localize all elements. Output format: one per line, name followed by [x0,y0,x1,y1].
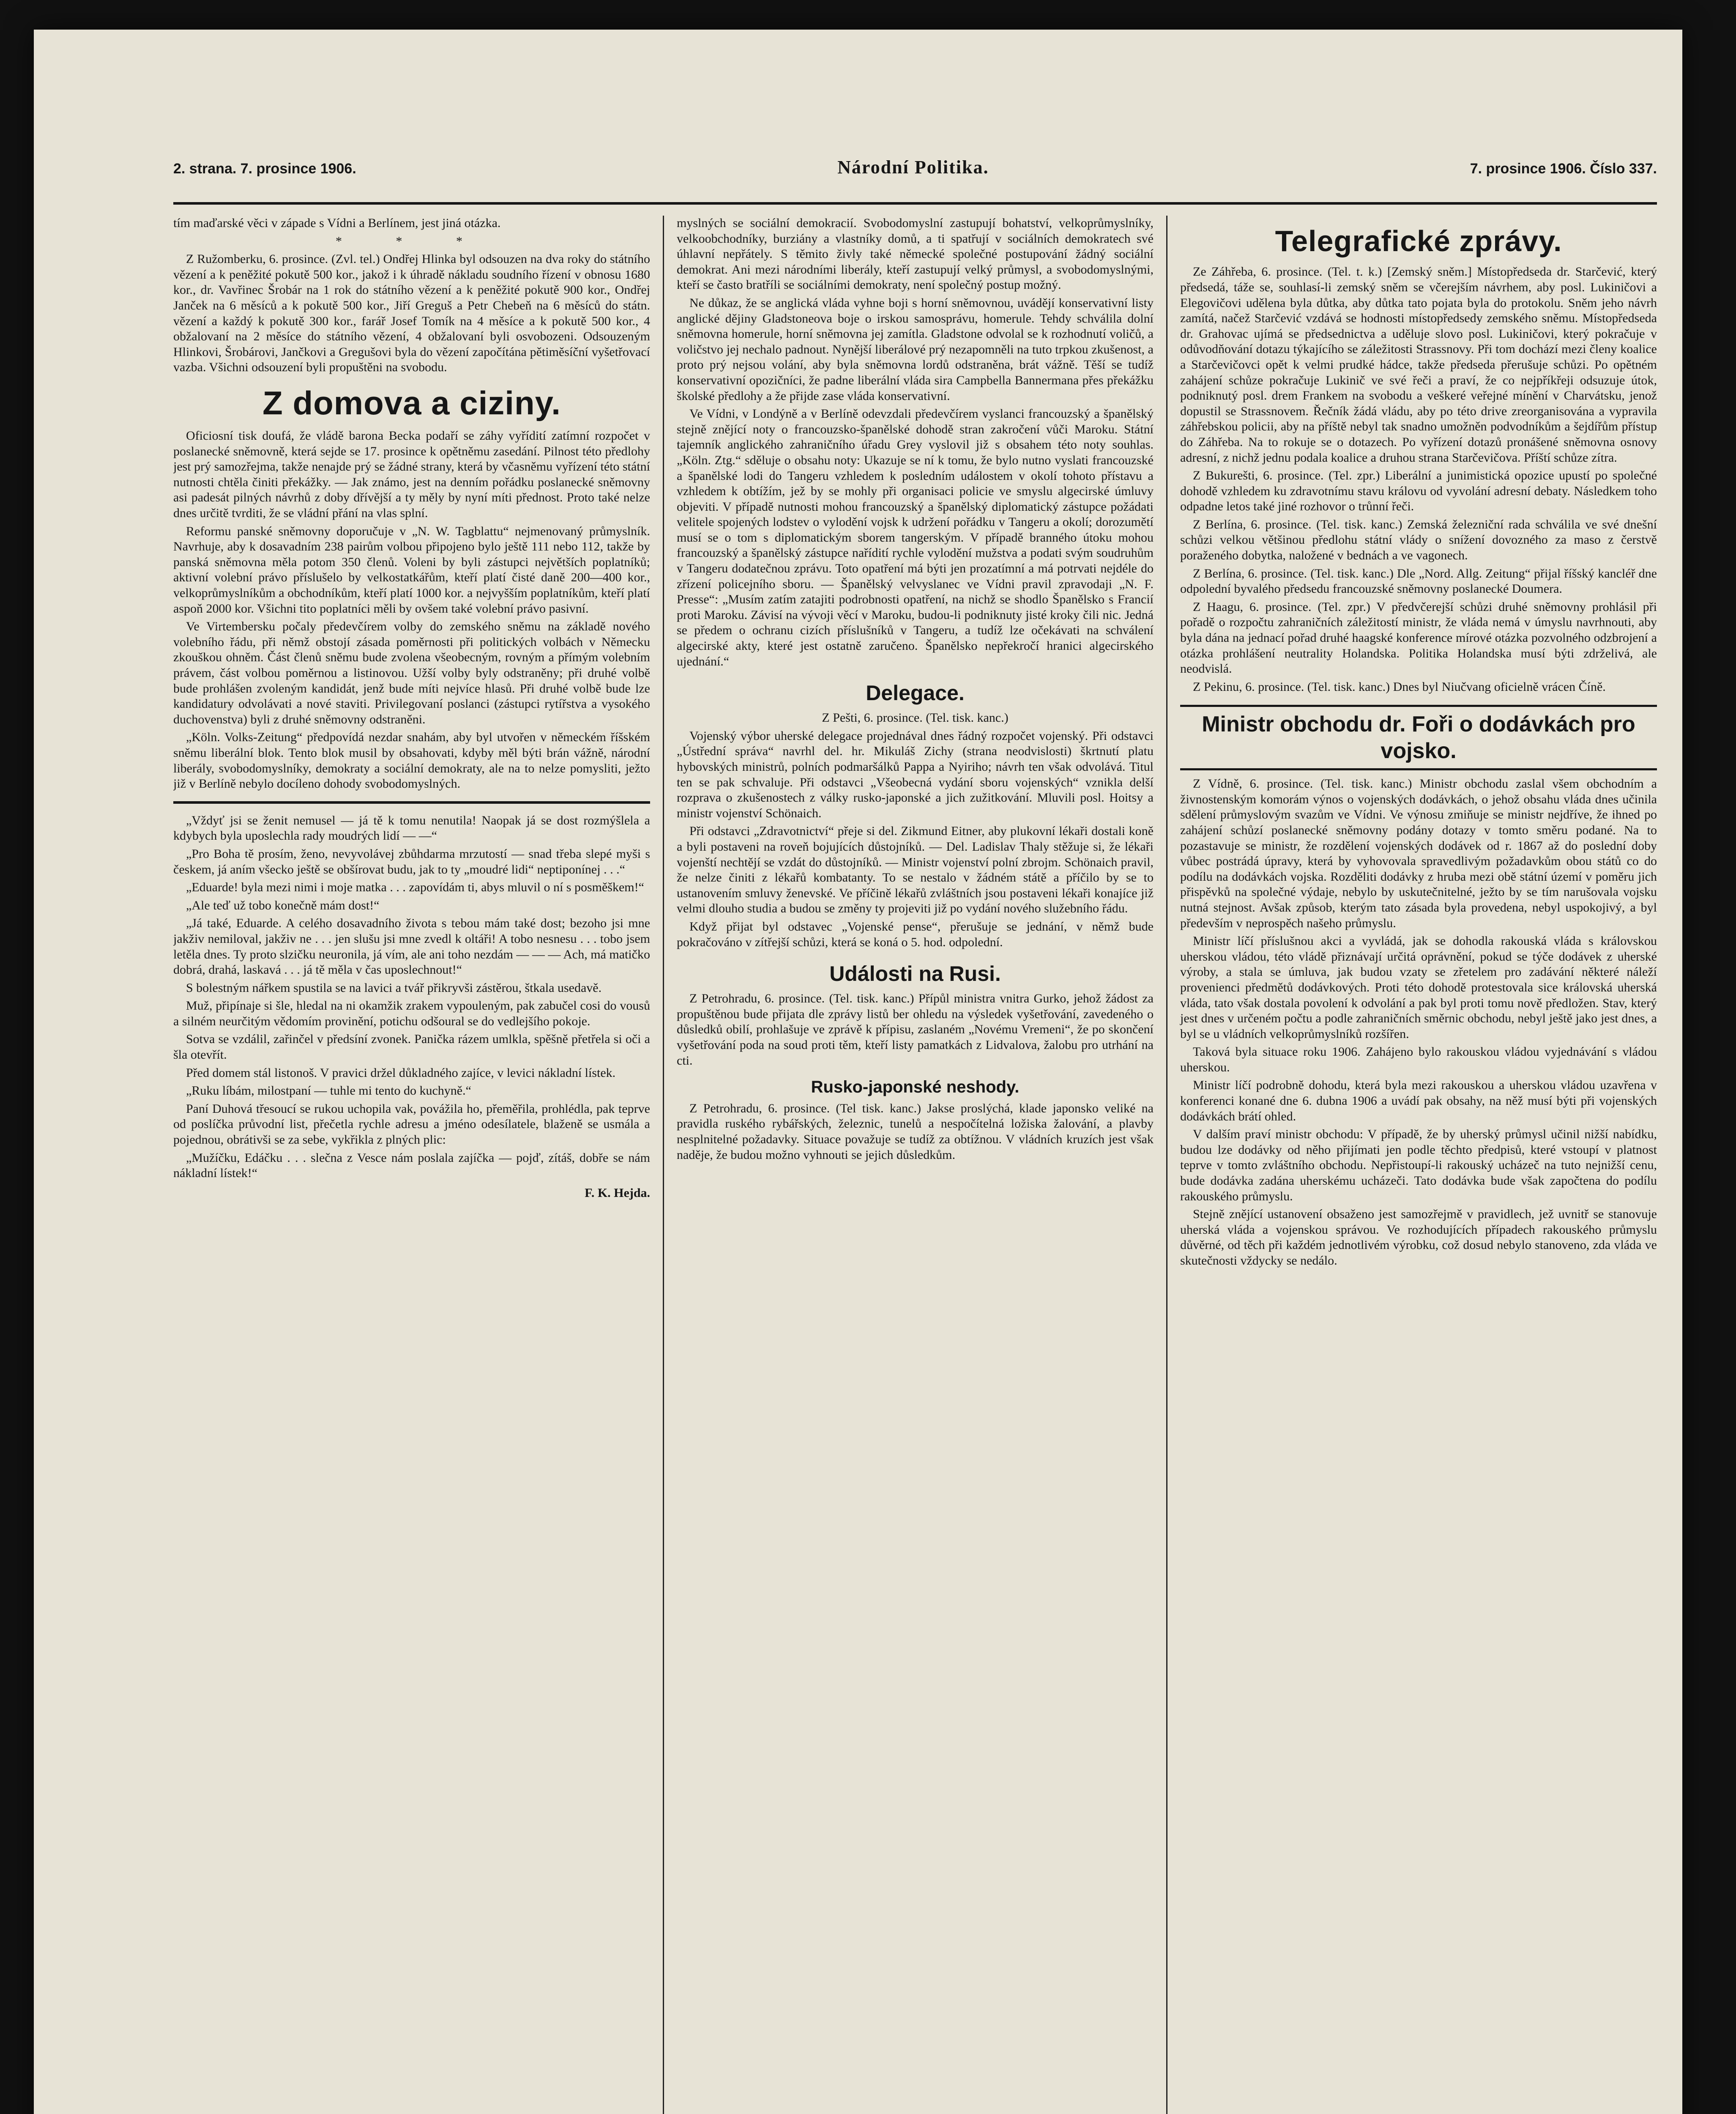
columns [173,216,1657,2114]
article-oficiosni: Oficiosní tisk doufá, že vládě barona Becka podaří se záhy vyřídití zatímní rozpočet v poslanecké sněmovně, která sejde se 17. prosince k opětněmu zasedání. Pilnost této předlohy jest prý samozřejma, takže nenajde prý se žádné strany, která by včasněmu vyřízení této státní nutnosti chtěla činiti překážky. — Jak známo, jest na denním pořádku poslanecké sněmovny asi padesát pilných návrhů z doby dřívější a ty měly by nyní míti přednost. Proto také nelze dnes určitě tvrditi, že se vládní přání na vlas splní. [173,429,650,520]
section-heading-domova: Z domova a ciziny. [262,384,561,422]
header-masthead: Národní Politika. [837,157,989,178]
column-3 [1166,216,1657,2114]
article-neshody: Z Petrohradu, 6. prosince. (Tel tisk. kanc.) Jakse proslýchá, klade japonsko veliké na pravidla ruského rybářských, železnic, tunelů a nespočítelná ložiska žalování, a plavby nesplnitelné požadavky. Situace považuje se tudíž za obtížnou. V vládních kruzích jest však naděje, že budou možno vyhnouti se jejich důsledkům. [677,1101,1154,1162]
feuilleton-paragraph: Sotva se vzdálil, zařinčel v předsíní zvonek. Panička rázem umlkla, spěšně přetřela si oči a šla otevřít. [173,1032,650,1062]
feuilleton-rule [173,801,650,804]
section-heading-telegraficke: Telegrafické zprávy. [1275,225,1562,257]
article-zdravotnictvi: Při odstavci „Zdravotnictví“ přeje si del. Zikmund Eitner, aby plukovní lékaři dostali koně a byli postaveni na roveň bojujících důstojníků. — Del. Ladislav Thaly stěžuje si, že lékaři vojenští nechtějí se vzdát do důstojníků. — Ministr vojenství polní zbrojm. Schönaich pravil, že nelze činiti z lékařů kombatanty. To se nestalo v žádném státě a příčilo by se to ustanovením smluvy ženevské. Ve příčině lékařů zvláštních jsou postaveni lékaři konajíce již velmi dlouho studia a budou se změny ty projeviti již po vydání nového služebního řádu. [677,824,1154,916]
article-virtembersko: Ve Virtembersku počaly předevčírem volby do zemského sněmu na základě nového volebního řádu, při němž obstojí zásada poměrnosti při politických volbách v Německu zkouškou ohněm. Část členů sněmu bude zvolena všeobecným, rovným a přímým volebním právem, část volbou poměrnou a listinovou. Užší volby byly odstraněny; při druhé volbě bude prohlášen zvoleným kandidát, jenž bude míti nejvíce hlasů. Při druhé volbě bude lze kandidatury odvolávati a nové staviti. Privilegovaní poslanci (zástupci rytířstva a vysokého duchovenstva) byli z druhé sněmovny odstraněni. [173,619,650,726]
feuilleton-paragraph: „Vždyť jsi se ženit nemusel — já tě k tomu nenutila! Naopak já se dost rozmýšlela a kdybych byla uposlechla rady moudrých lidí — —“ [173,813,650,843]
article-dodavky: Ministr líčí příslušnou akci a vyvládá, jak se dohodla rakouská vláda s královskou uherskou vládou, této vládě přiznávají určitá oprávnění, pokud se týče dodávek z uherské výroby, a stala se úmluva, jak budou vzaty se zřetelem pro zadávání některé náleží provenienci předmětů dodávkových. Proti této dohodě protestovala sice královská uherská vláda, tato však dostala povolení k odvolání a pak byl proti tomu nově předložen. Stav, který jest dnes v určeném počtu a podle zahraničních směrnic obchodu, nebyl ještě jako jest dnes, a byl se u vládních velkoprůmyslníků rozšířen. [1180,934,1657,1041]
header-left: 2. strana. 7. prosince 1906. [173,161,356,177]
article-maroko: Ve Vídni, v Londýně a v Berlíně odevzdali předevčírem vyslanci francouzský a španělský stejně znějící noty o francouzsko-španělské dohodě stran zakročení vůči Maroku. Státní tajemník anglického zahraničního úřadu Grey vyslovil již s obsahem této noty souhlas. „Köln. Ztg.“ sděluje o obsahu noty: Ukazuje se ní k tomu, že bylo nutno vyslati francouzské a španělské lodi do Tangeru vzhledem k posledním událostem v okolí tohoto přístavu a vzhledem k obtížím, jež by se mohly při organisaci policie ve smyslu algecirské úmluvy objeviti. V případě nutnosti mohou francouzský a španělský diplomatický zástupce požádati velitele spojených lodstev o vylodění vojsk k udržení pořádku v Tangeru a okolí; dorozumětí musí se o tom s diplomatickým sborem tangerským. V případě branného útoku mohou francouzský a španělský zástupce nařídití rychle vylodění mužstva a podati svým soudruhům v Tangeru dodatečnou zprávu. Toto opatření má býti jen prozatímní a má potrvati nejdéle do zřízení policejního sboru. — Španělský velvyslanec ve Vídni pravil zpravodaji „N. F. Presse“: „Musím zatím zatajiti podrobnosti opatření, na nichž se shodlo Španělsko s Francií proti Maroku. Závisí na vývoji věcí v Maroku, budou-li podniknuty jisté kroky čili nic. Jedná se předem o ochranu cizích příslušníků v Tangeru, a tudíž lze očekávati na schválení algecirské akty, které jest ostatně zaručeno. Španělsko nepřekročí hranici algecirského ujednání.“ [677,407,1154,668]
feuilleton-paragraph: „Eduarde! byla mezi nimi i moje matka . . . zapovídám ti, abys mluvil o ní s posměškem!“ [186,880,644,895]
feuilleton-paragraph: S bolestným nářkem spustila se na lavici a tvář přikryvši zástěrou, štkala usedavě. [186,980,602,995]
article-reforma: Reformu panské sněmovny doporučuje v „N. W. Tagblattu“ nejmenovaný průmyslník. Navrhuje, aby k dosavadním 238 pairům volbou připojeno bylo ještě 111 nebo 112, takže by panská sněmovna měla potom 350 členů. Voleni by byli zástupci největších poplatníků; aktivní volební právo příslušelo by velkostatkářům, kteří platí čisté daně 200—400 kor., velkoprůmyslníkům a obchodníkům, kteří platí 1000 kor. a nejvyšším poplatníkům, kteří platí aspoň 2000 kor. Všichni tito poplatníci měli by ovšem také volební právo pasivní. [173,524,650,616]
feuilleton-paragraph: „Já také, Eduarde. A celého dosavadního života s tebou mám také dost; bezoho jsi mne jakživ nemiloval, jakživ ne . . . jen slušu jsi mne zvedl k oltáři! A tobo nesnesu . . . tobo jsem letěla dnes. Ty proto slzičku neuronila, já vím, ale ani toho nezdám — — — Ach, má matičko dobrá, drahá, laskavá . . . já tě měla v čas uposlechnout!“ [173,916,650,977]
newspaper-page [34,30,1682,2114]
article-continuation: myslných se sociální demokracií. Svobodomyslní zastupují bohatství, velkoprůmyslníky, velkoobchodníky, burziány a vlastníky domů, a ti spatřují v sociálních demokratech své úhlavní nepřátely. S těmito živly také německé společné postupování žádný sociální demokrat. Ani mezi národními liberály, kteří zastupují velký průmysl, a svobodomyslnými, kteří se často bratříli se sociálními demokraty, není společný postup možný. [677,216,1154,292]
telegram-zahreb: Ze Záhřeba, 6. prosince. (Tel. t. k.) [Zemský sněm.] Místopředseda dr. Starčević, který předsedá, táže se, souhlasí-li zemský sněm se včerejším návrhem, aby posl. Lukiničovi a Elegovičovi udělena byla důtka, aby důtka tato pojata byla do protokolu. Sněm jeho návrh zamítá, načež Starčević vzdává se hodnosti místopředsedy zemského sněmu. Místopředseda dr. Grahovac ujímá se předsednictva a uděluje slovo posl. Lukiničovi, který pokračuje v odůvodňování dotazu týkajícího se záležitosti Strassnovy. Při tom dochází mezi členy koalice a Starčevičovci opět k velmi prudké hádce, takže předseda přerušuje schůzi. Po opětném zahájení schůze pokračuje Lukinič ve své řeči a praví, že co nejpříkřeji odsuzuje útok, podniknutý posl. drem Frankem na svobodu a veškeré veřejné mínění v Charvátsku, jenož dopustil se Strassnovem. Řečník žádá vládu, aby po této drive zreorganisována a vypravila záhřebskou policii, aby na příště nebyl tak snadno umožněn podvodníkům a šejdířům přístup do Záhřeba. Na to rokuje se o dotazech. Po vyřízení dotazů pronášené sněmovna osnovy adresní, z nichž jednu podala koalice a druhou strana Starčevičova. Příští schůze zítra. [1180,265,1657,465]
subheading-rusko-japonske: Rusko-japonské neshody. [811,1078,1020,1097]
article-dodavky: Taková byla situace roku 1906. Zahájeno bylo rakouskou vládou vyjednávání s vládou uherskou. [1180,1045,1657,1074]
column-1 [173,216,650,2114]
article-dodavky: Ministr líčí podrobně dohodu, která byla mezi rakouskou a uherskou vládou uzavřena v konferenci konané dne 6. dubna 1906 a uvádí pak obsahy, na něž musí býti při vojenských dodávkách brátí ohled. [1180,1078,1657,1123]
article-dodavky: Z Vídně, 6. prosince. (Tel. tisk. kanc.) Ministr obchodu zaslal všem obchodním a živnostenským komorám výnos o vojenských dodávkách, o jehož obsahu vláda dnes učinila sdělení průmyslovým svazům ve Vídni. Ve výnosu zmiňuje se ministr nejdříve, že ihned po zahájení schůzí poslanecké sněmovny podány dotazy v tomto směru podané. Na to pozastavuje se ministr, že rozdělení vojenských dodávek od r. 1867 až do poslední doby vůbec postrádá úpravy, která by vyhovovala spravedlivým požadavkům obou států co do podílu na dodávkách vojska. Rozděliti dodávky z hruba mezi obě státní území v poměru jich přispěvků na společné výdaje, nebylo by uskutečnitelné, ježto by se tím narušovala vojsku nutná stejnost. Avšak způsob, kterým tato zásada byla provedena, nebyl uspokojivý, a byl především v neprospěch našeho průmyslu. [1180,777,1657,930]
dateline: Z Pešti, 6. prosince. (Tel. tisk. kanc.) [822,711,1009,725]
article-petrohrad: Z Petrohradu, 6. prosince. (Tel. tisk. kanc.) Přípůl ministra vnitra Gurko, jehož žádost za propuštěnou bude přijata dle zprávy listů ber ohledu na výsledek vyšetřování, zavedeného o důsledků obilí, prohlašuje ve zprávě k přípisu, zaslaném „Novému Vremeni“, že po skončení vyšetřování poda na soud proti těm, kteří listy pamatkách z Lidvalova, žalobu pro utrhání na cti. [677,991,1154,1068]
author-signature: F. K. Hejda. [585,1186,650,1200]
article-dodavky: V dalším praví ministr obchodu: V případě, že by uherský průmysl učinil nižší nabídku, budou lze dodávky od něho přijímati jen podle těchto předpisů, které vstoupí v platnost teprve v tomto zvláštního obchodu. Nepřistoupí-li rakouský ucházeč na tuto nejnižší cenu, bude dodávka zadána uherskému ucházeči. Tato dodávka bude však započtena do podílu rakouského průmyslu. [1180,1127,1657,1203]
section-heading-delegace: Delegace. [866,681,965,705]
article-ruzomberok: Z Ružomberku, 6. prosince. (Zvl. tel.) Ondřej Hlinka byl odsouzen na dva roky do státního vězení a k peněžité pokutě 500 kor., jakož i k úhradě nákladu soudního řízení v obnosu 1680 kor., dr. Vavřinec Šrobár na 1 rok do státního vězení a k peněžité pokutě 900 kor., Ondřej Janček na 6 měsíců a k pokutě 500 kor., Jiří Greguš a Petr Chebeň na 6 měsíců do státn. vězení a každý k pokutě 300 kor., farář Josef Tomík na 4 měsíce a k pokutě 500 kor., 4 obžalovaní na 2 měsíce do státního vězení, 4 obžalovaní byli osvobozeni. Odsouzeným Hlinkovi, Šrobárovi, Jančkovi a Gregušovi byla do vězení započítána pětiměsíční vyšetřovací vazba. Všichni odsouzení byli propuštěni na svobodu. [173,252,650,375]
telegram-pekin: Z Pekinu, 6. prosince. (Tel. tisk. kanc.) Dnes byl Niučvang oficielně vrácen Číně. [1193,679,1606,694]
telegram-haag: Z Haagu, 6. prosince. (Tel. zpr.) V předvčerejší schůzi druhé sněmovny prohlásil při pořadě o rozpočtu zahraničních záležitostí ministr, že vláda nemá v úmyslu navrhnouti, aby byla dána na jednací pořad druhé haagské konference mírové otázka pozvolného odzbrojení a otázka prohlášení neutrality Holandska. Politika Holandska musí býti zdrželivá, ale neodvislá. [1180,600,1657,676]
feuilleton-paragraph: „Mužíčku, Edáčku . . . slečna z Vesce nám poslala zajíčka — pojď, zítáš, dobře se nám nákladní lístek!“ [173,1150,650,1180]
telegram-bukurest: Z Bukurešti, 6. prosince. (Tel. zpr.) Liberální a junimistická opozice upustí po společné dohodě vzhledem ku zdravotnímu stavu královu od vyvolání adresní debaty. Následkem toho odpadne letos také jiné rozhovor o trůnní řeči. [1180,468,1657,514]
feuilleton-paragraph: „Ale teď už tobo konečně mám dost!“ [186,898,380,912]
telegram-berlin-1: Z Berlína, 6. prosince. (Tel. tisk. kanc.) Zemská železniční rada schválila ve své dnešní schůzi velkou většinou předlohu státní vlády o snížení dovozného za maso z čerstvě poraženého dobytka, naložené v bednách a ve vagonech. [1180,517,1657,563]
section-heading-rus: Události na Rusi. [829,962,1001,986]
article-homerule: Ne důkaz, že se anglická vláda vyhne boji s horní sněmovnou, uvádějí konservativní listy anglické dějiny Gladstoneova boje o irskou samosprávu, homerule. Tehdy schválila dolní sněmovna homerule, horní sněmovna jej zamítla. Gladstone odvolal se k rozhodnutí voličů, a voličstvo jej nechalo padnout. Nynější liberálové prý nezapomněli na tuto trpkou zkušenost, a proto prý nejsou volání, aby byla sněmovna lordů odstraněna, brát vážně. Těší se tudíž konservativní opozičníci, že padne liberální vláda sira Campbella Bannermana přes překážku školské předlohy a že přijde zase vláda konservativní. [677,296,1154,403]
feuilleton-paragraph: Paní Duhová třesoucí se rukou uchopila vak, povážila ho, přeměřila, prohlédla, pak teprve od poslíčka průvodní list, přečetla rychle adresu a jméno odesílatele, blaženě se usmála a pojednou, obrátivši se za sebe, vykřikla z plných plic: [173,1101,650,1147]
article-pense: Když přijat byl odstavec „Vojenské pense“, přerušuje se jednání, v němž bude pokračováno v zítřejší schůzi, která se koná o 5. hod. odpolední. [677,919,1154,949]
separator-dots: * * * [336,234,488,248]
column-2 [663,216,1154,2114]
article-koln: „Köln. Volks-Zeitung“ předpovídá nezdar snahám, aby byl utvořen v německém říšském sněmu liberální blok. Tento blok musil by obsahovati, kdyby měl býti brán vážně, národní liberály, svobodomyslníky, demokraty a sociální demokraty, ale na to nelze pomysliti, ježto již v Berlíně nebylo docíleno dohody svobodomyslných. [173,730,650,791]
feuilleton-paragraph: „Ruku líbám, milostpaní — tuhle mi tento do kuchyně.“ [186,1084,471,1098]
feuilleton-paragraph: „Pro Boha tě prosím, ženo, nevyvolávej zbůhdarma mrzutostí — snad třeba slepé myši s českem, já aním všecko ještě se obšírovat budu, jak to ty „moudré lidi“ neptiponínej . . .“ [173,846,650,876]
header-right: 7. prosince 1906. Číslo 337. [1470,161,1657,177]
feuilleton-paragraph: Muž, připínaje si šle, hledal na ni okamžik zrakem vypouleným, pak zabučel cosi do vousů a silném neurčitým vědomím provinění, potichu odšoural se do vedlejšího pokoje. [173,999,650,1028]
page-header [173,156,1657,205]
article-continuation: tím maďarské věci v západe s Vídni a Berlínem, jest jiná otázka. [173,216,501,230]
telegram-berlin-2: Z Berlína, 6. prosince. (Tel. tisk. kanc.) Dle „Nord. Allg. Zeitung“ přijal říšský kancléř dne odpolední byvalého předsedu francouzské sněmovny poslanecké Doumera. [1180,566,1657,596]
section-heading-ministr-obchodu: Ministr obchodu dr. Foři o dodávkách pro vojsko. [1180,705,1657,770]
article-vojensky-vybor: Vojenský výbor uherské delegace projednával dnes řádný rozpočet vojenský. Při odstavci „Ústřední správa“ navrhl del. hr. Mikuláš Zichy (strana neodvislosti) škrtnutí platu hybovských ministrů, polních podmaršálků Pappa a Nyiriho; návrh ten však odvolává. Titul ten se pak schvaluje. Při odstavci „Všeobecná vydání sboru vojenských“ vznikla delší rozprava o zkušenostech z války rusko-japonské a jich zužitkování. Mluvili posl. Hoitsy a ministr vojenství Schönaich. [677,728,1154,820]
article-dodavky: Stejně znějící ustanovení obsaženo jest samozřejmě v pravidlech, jež uvnitř se stanovuje uherská vláda a vojenskou správou. Ve rozhodujících případech rakouského průmyslu důvěrné, od těch při každém jednotlivém výrobku, což dosud nebylo stanoveno, zda vláda ve skutečnosti vždycky se nedálo. [1180,1207,1657,1268]
feuilleton-paragraph: Před domem stál listonoš. V pravici držel důkladného zajíce, v levici nákladní lístek. [186,1065,616,1080]
